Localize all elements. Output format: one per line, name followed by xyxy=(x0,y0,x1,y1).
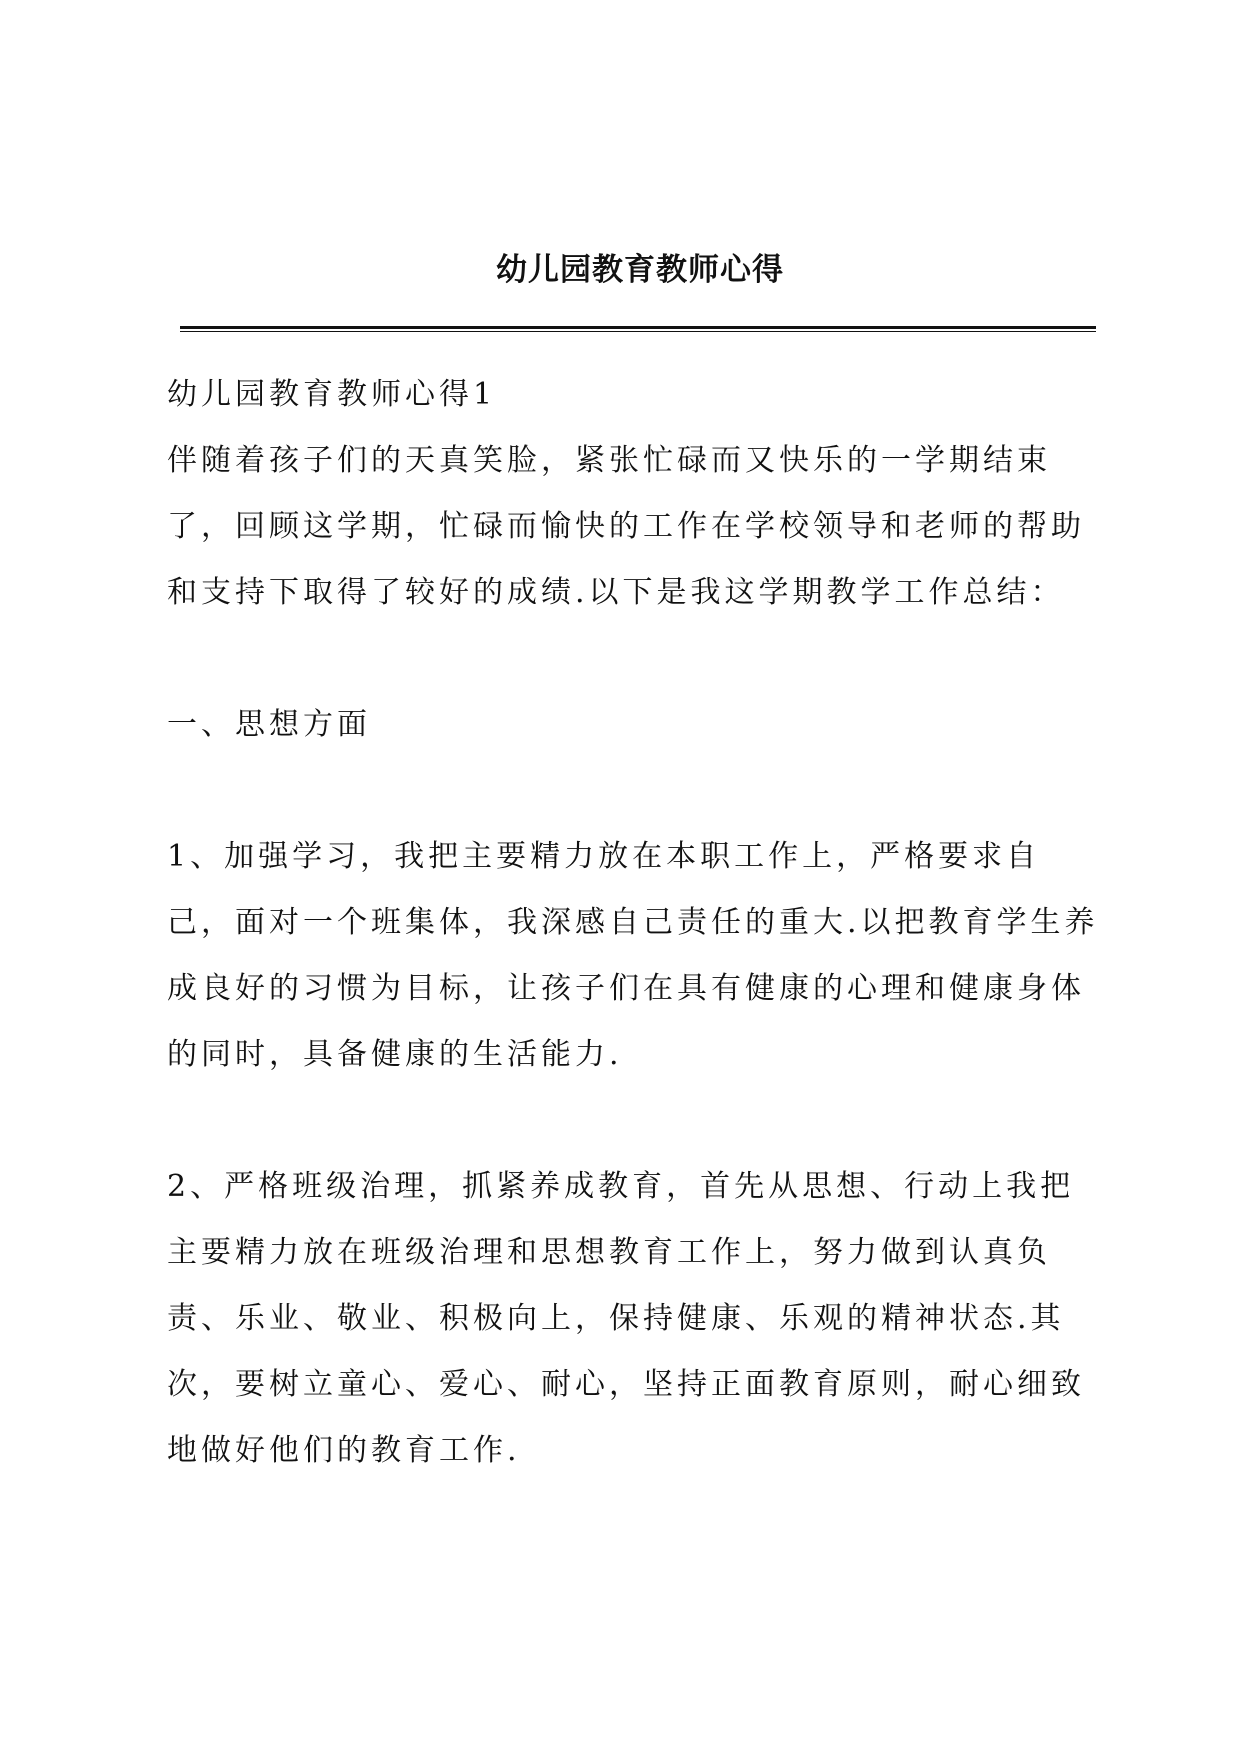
paragraph-spacer xyxy=(167,758,1099,824)
point-one-paragraph: 1、加强学习，我把主要精力放在本职工作上，严格要求自己，面对一个班集体，我深感自己责任的重大.以把教育学生养成良好的习惯为目标，让孩子们在具有健康的心理和健康身体的同时，具备健康的生活能力. xyxy=(167,839,1099,1072)
paragraph-spacer xyxy=(167,626,1099,692)
intro-paragraph: 伴随着孩子们的天真笑脸，紧张忙碌而又快乐的一学期结束了，回顾这学期，忙碌而愉快的工作在学校领导和老师的帮助和支持下取得了较好的成绩.以下是我这学期教学工作总结： xyxy=(167,443,1085,610)
section-heading: 幼儿园教育教师心得1 xyxy=(167,377,497,412)
document-body xyxy=(167,362,1099,1484)
title-double-rule xyxy=(180,326,1096,332)
paragraph-spacer xyxy=(167,1088,1099,1154)
document-title: 幼儿园教育教师心得 xyxy=(496,252,784,288)
point-two-paragraph: 2、严格班级治理，抓紧养成教育，首先从思想、行动上我把主要精力放在班级治理和思想教育工作上，努力做到认真负责、乐业、敬业、积极向上，保持健康、乐观的精神状态.其次，要树立童心、爱心、耐心，坚持正面教育原则，耐心细致地做好他们的教育工作. xyxy=(167,1169,1085,1468)
heading-thought: 一、思想方面 xyxy=(167,707,371,742)
